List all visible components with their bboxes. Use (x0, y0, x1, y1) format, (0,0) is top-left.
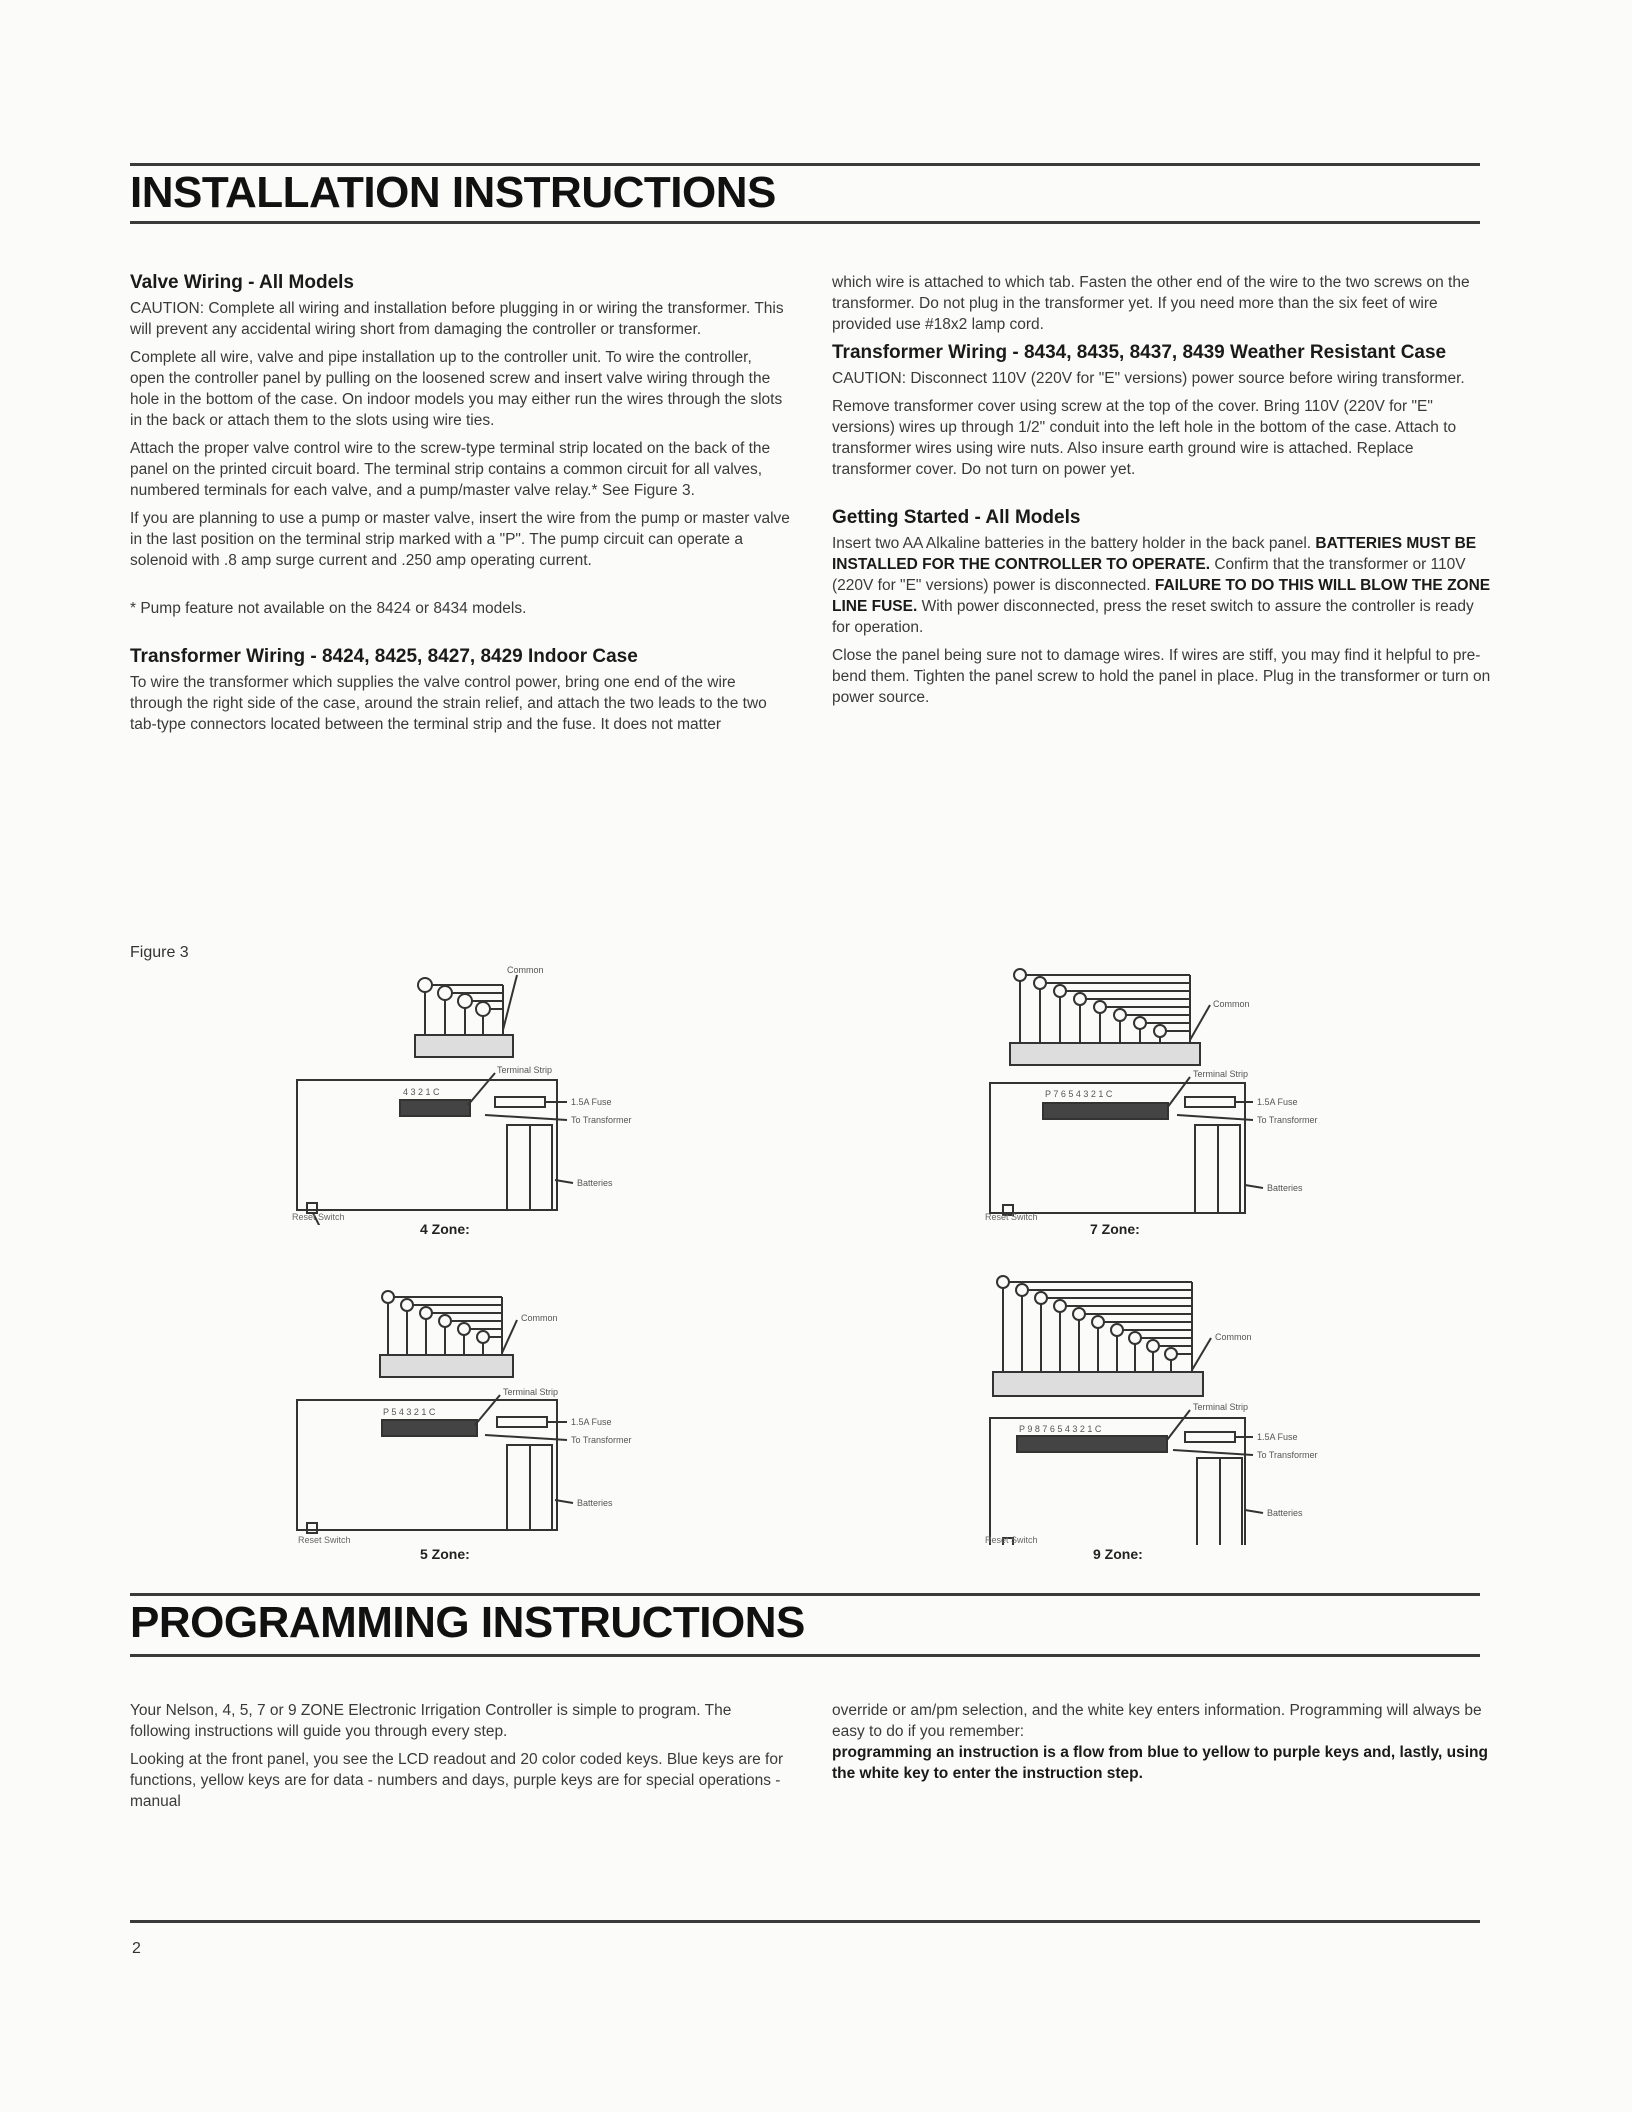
diagram-9-zone (955, 1260, 1335, 1545)
getting-started-text-e: With power disconnected, press the reset switch to assure the controller is ready for operation. (832, 598, 1474, 636)
reset-switch-label-7: Reset Switch (985, 1212, 1038, 1222)
svg-text:Batteries: Batteries (577, 1498, 613, 1508)
caption-5-zone: 5 Zone: (420, 1546, 470, 1562)
svg-text:1.5A Fuse: 1.5A Fuse (1257, 1097, 1298, 1107)
installation-left-column (130, 272, 790, 742)
reset-switch-label-9: Reset Switch (985, 1535, 1038, 1545)
transformer-indoor-para: To wire the transformer which supplies the valve control power, bring one end of the wire through the right side of the case, around the strain relief, and attach the two leads to the two tab-type connectors located between the terminal strip and the fuse. It does not matter (130, 674, 767, 733)
svg-text:Batteries: Batteries (1267, 1183, 1303, 1193)
svg-text:P 5 4 3 2 1 C: P 5 4 3 2 1 C (383, 1407, 436, 1417)
svg-text:Common: Common (1213, 999, 1250, 1009)
programming-front-panel: Looking at the front panel, you see the LCD readout and 20 color coded keys. Blue keys are for functions, yellow keys are for data - numbers and days, purple keys are for special operations - manual (130, 1751, 784, 1810)
getting-started-text-a: Insert two AA Alkaline batteries in the battery holder in the back panel. (832, 535, 1316, 552)
caption-9-zone: 9 Zone: (1093, 1546, 1143, 1562)
reset-switch-label-5: Reset Switch (298, 1535, 351, 1545)
top-rule (130, 163, 1480, 166)
valve-wiring-para-4: If you are planning to use a pump or master valve, insert the wire from the pump or master valve in the last position on the terminal strip marked with a "P". The pump circuit can operate a solenoid with .8 amp surge current and .250 amp operating current. (130, 510, 790, 569)
programming-title-underline (130, 1654, 1480, 1657)
svg-text:1.5A Fuse: 1.5A Fuse (571, 1417, 612, 1427)
page-number: 2 (132, 1940, 141, 1957)
caption-4-zone: 4 Zone: (420, 1221, 470, 1237)
programming-key-flow (832, 1742, 1492, 1784)
batteries-callout: Batteries (577, 1178, 613, 1188)
valve-wiring-heading: Valve Wiring - All Models (130, 272, 355, 293)
svg-text:Terminal Strip: Terminal Strip (1193, 1402, 1249, 1412)
getting-started-para-1 (832, 533, 1492, 638)
svg-text:To Transformer: To Transformer (571, 1435, 632, 1445)
getting-started-text-c: Confirm that the transformer or 110V (220V for "E" versions) power is disconnected. (832, 556, 1466, 594)
svg-text:Batteries: Batteries (1267, 1508, 1303, 1518)
fuse-warning: FAILURE TO DO THIS WILL BLOW THE ZONE LINE FUSE. (832, 577, 1491, 615)
programming-continued: override or am/pm selection, and the white key enters information. Programming will always be easy to do if you remember: (832, 1702, 1482, 1740)
footer-rule (130, 1920, 1480, 1923)
programming-top-rule (130, 1593, 1480, 1596)
programming-title: PROGRAMMING INSTRUCTIONS (130, 1598, 805, 1647)
reset-switch-label: Reset Switch (292, 1212, 345, 1222)
svg-text:Terminal Strip: Terminal Strip (503, 1387, 559, 1397)
svg-text:To Transformer: To Transformer (1257, 1115, 1318, 1125)
fuse-callout: 1.5A Fuse (571, 1097, 612, 1107)
programming-intro: Your Nelson, 4, 5, 7 or 9 ZONE Electronic Irrigation Controller is simple to program. The following instructions will guide you through every step. (130, 1702, 732, 1740)
svg-text:To Transformer: To Transformer (1257, 1450, 1318, 1460)
transformer-weather-heading: Transformer Wiring - 8434, 8435, 8437, 8439 Weather Resistant Case (832, 342, 1447, 363)
batteries-warning: BATTERIES MUST BE INSTALLED FOR THE CONTROLLER TO OPERATE. (832, 535, 1477, 573)
getting-started-para-2: Close the panel being sure not to damage wires. If wires are stiff, you may find it helpful to pre-bend them. Tighten the panel screw to hold the panel in place. Plug in the transformer or turn on power source. (832, 647, 1491, 706)
common-callout: Common (507, 965, 544, 975)
installation-right-column (832, 272, 1492, 715)
valve-wiring-caution: CAUTION: Complete all wiring and installation before plugging in or wiring the transformer. This will prevent any accidental wiring short from damaging the controller or transformer. (130, 300, 784, 338)
transformer-weather-para: Remove transformer cover using screw at the top of the cover. Bring 110V (220V for "E" versions) wires up through 1/2" conduit into the left hole in the bottom of the case. Attach to transformer wires using wire nuts. Also insure earth ground wire is attached. Replace transformer cover. Do not turn on power yet. (832, 398, 1457, 478)
transformer-callout: To Transformer (571, 1115, 632, 1125)
valve-wiring-para-2: Complete all wire, valve and pipe installation up to the controller unit. To wire the controller, open the controller panel by pulling on the loosened screw and insert valve wiring through the hole in the bottom of the case. On indoor models you may either run the wires through the slots in the back or attach them to the slots using wire ties. (130, 349, 783, 429)
installation-title: INSTALLATION INSTRUCTIONS (130, 168, 776, 217)
transformer-indoor-continued: which wire is attached to which tab. Fasten the other end of the wire to the two screws on the transformer. Do not plug in the transformer yet. If you need more than the six feet of wire provided use #18x2 lamp cord. (832, 274, 1470, 333)
svg-text:P 7 6 5 4 3 2 1 C: P 7 6 5 4 3 2 1 C (1045, 1089, 1113, 1099)
getting-started-heading: Getting Started - All Models (832, 507, 1081, 528)
svg-text:Terminal Strip: Terminal Strip (1193, 1069, 1249, 1079)
terminal-strip-callout: Terminal Strip (497, 1065, 553, 1075)
transformer-weather-caution: CAUTION: Disconnect 110V (220V for "E" versions) power source before wiring transformer. (832, 370, 1465, 387)
svg-text:4 3 2 1 C: 4 3 2 1 C (403, 1087, 440, 1097)
svg-text:Common: Common (521, 1313, 558, 1323)
valve-wiring-para-3: Attach the proper valve control wire to the screw-type terminal strip located on the back of the panel on the printed circuit board. The terminal strip contains a common circuit for all valves, numbered terminals for each valve, and a pump/master valve relay.* See Figure 3. (130, 440, 771, 499)
diagram-4-zone (285, 955, 665, 1225)
transformer-indoor-heading: Transformer Wiring - 8424, 8425, 8427, 8429 Indoor Case (130, 646, 638, 667)
diagram-7-zone (955, 945, 1335, 1225)
svg-text:P 9 8 7 6 5 4 3 2 1 C: P 9 8 7 6 5 4 3 2 1 C (1019, 1424, 1102, 1434)
programming-flow-bold: programming an instruction is a flow from blue to yellow to purple keys and, lastly, using the white key to enter the instruction step. (832, 1744, 1488, 1782)
svg-text:Common: Common (1215, 1332, 1252, 1342)
installation-title-underline (130, 221, 1480, 224)
programming-left-column (130, 1700, 790, 1819)
diagram-5-zone (285, 1275, 665, 1545)
figure-label: Figure 3 (130, 944, 189, 961)
pump-footnote: * Pump feature not available on the 8424 or 8434 models. (130, 600, 527, 617)
svg-text:1.5A Fuse: 1.5A Fuse (1257, 1432, 1298, 1442)
programming-right-column (832, 1700, 1492, 1791)
caption-7-zone: 7 Zone: (1090, 1221, 1140, 1237)
